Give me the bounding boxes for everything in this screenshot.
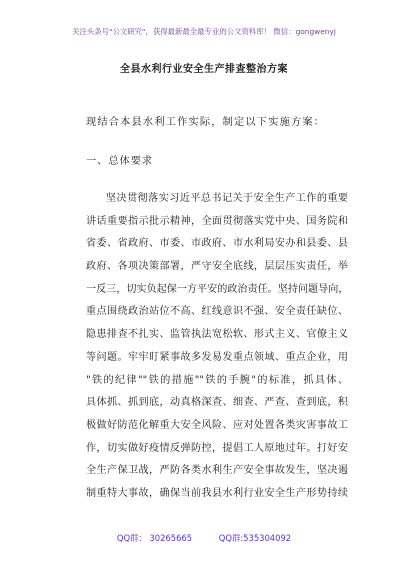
body-line: 一反三，切实负起保一方平安的政治责任。坚持问题导向， <box>86 283 349 295</box>
body-paragraph <box>86 192 348 510</box>
body-line: 政府、各项决策部署，严守安全底线，层层压实责任，举 <box>86 261 348 273</box>
section-heading: 一、总体要求 <box>86 156 154 167</box>
body-line: 全生产保卫战，严防各类水利生产安全事故发生，坚决遏 <box>86 465 348 477</box>
body-line: 制重特大事故，确保当前我县水利行业安全生产形势持续 <box>86 487 348 499</box>
body-line: 坚决贯彻落实习近平总书记关于安全生产工作的重要 <box>106 193 348 204</box>
body-line: 等问题。牢牢盯紧事故多发易发重点领域、重点企业，用 <box>86 351 348 363</box>
body-line: 省委、省政府、市委、市政府、市水利局安办和县委、县 <box>86 238 348 250</box>
body-line: "铁的纪律""铁的措施""铁的手腕"的标准，抓具体、 <box>86 374 348 386</box>
body-line: 重点围绕政治站位不高、红线意识不强、安全责任缺位、 <box>86 306 348 318</box>
body-line: 讲话重要指示批示精神，全面贯彻落实党中央、国务院和 <box>86 215 348 227</box>
footer-qq-group-right: QQ群:535304092 <box>218 533 292 543</box>
header-banner: 关注头条号"公文研究"，获得最新最全最专业的公文资料库！ 微信：gongwenyj <box>72 27 336 36</box>
footer-qq-group-left: QQ群： 30265665 <box>116 533 193 543</box>
footer-contact <box>0 532 408 544</box>
document-title: 全县水利行业安全生产排查整治方案 <box>120 64 288 75</box>
body-line: 极做好防范化解重大安全风险、应对处置各类灾害事故工 <box>86 419 348 431</box>
body-line: 具体抓、抓到底，动真格深查、细查、严查、查到底，积 <box>86 397 348 409</box>
body-line: 作，切实做好疫情反弹防控，提倡工人原地过年。打好安 <box>86 442 348 454</box>
body-line: 隐患排查不扎实、监管执法宽松软、形式主义、官僚主义 <box>86 329 348 341</box>
intro-paragraph: 现结合本县水利工作实际，制定以下实施方案： <box>86 117 326 128</box>
